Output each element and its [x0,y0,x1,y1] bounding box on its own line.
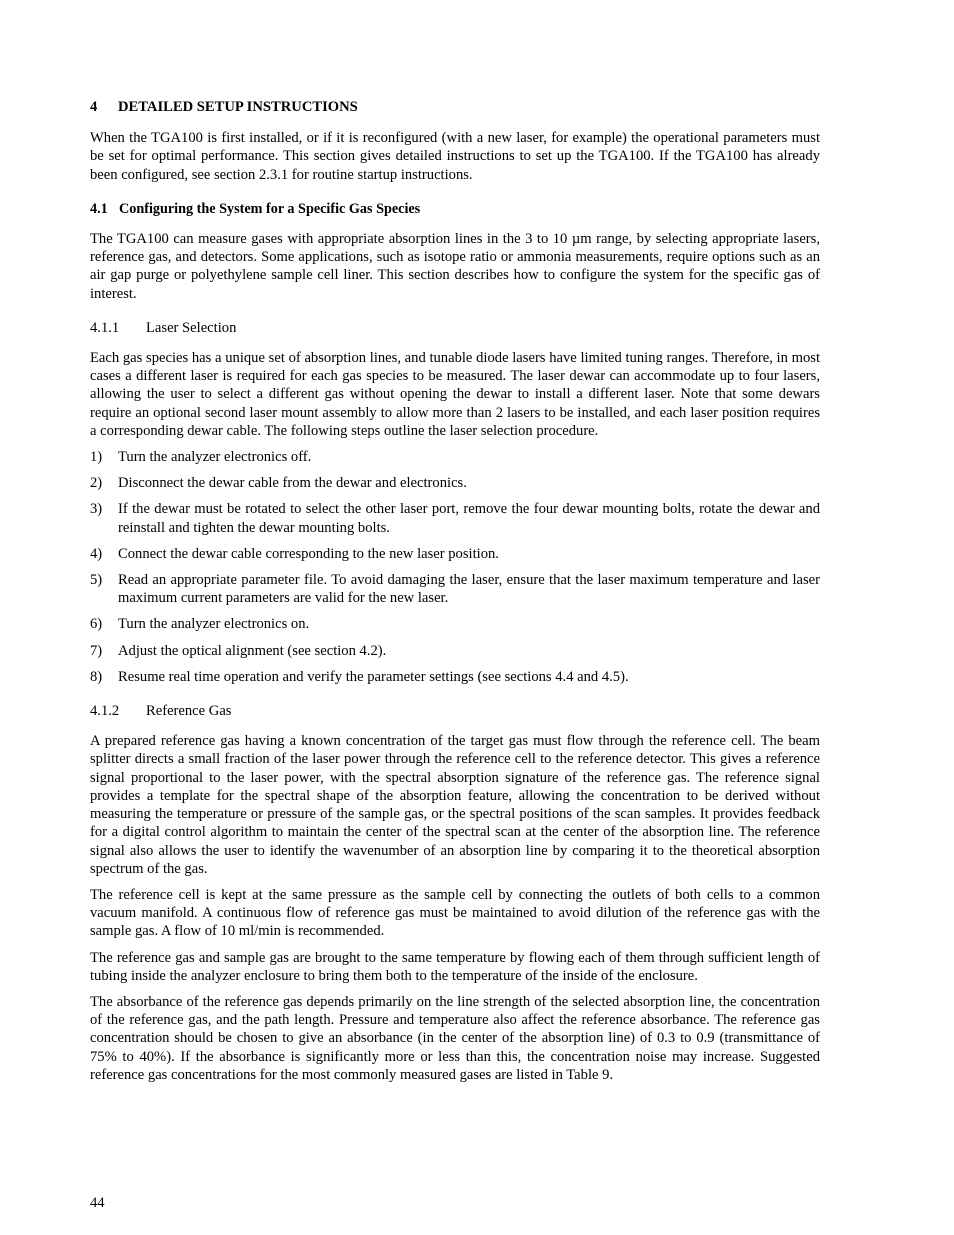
subsection-intro: The TGA100 can measure gases with appropriate absorption lines in the 3 to 10 µm range, by selecting appropriate lasers, reference gas, and detectors. Some applications, such as isotope ratio or ammonia measurements, require options such as an air gap purge or polyethylene sample cell liner. This section describes how to configure the system for the specific gas of interest. [90,231,820,302]
step-text: Turn the analyzer electronics off. [118,449,312,466]
subsection-heading [90,200,820,218]
document-page [90,98,820,1092]
step-number: 1) [90,449,103,466]
laser-selection-intro: Each gas species has a unique set of absorption lines, and tunable diode lasers have limited tuning ranges. Therefore, in most cases a different laser is required for each gas species to be measured. The laser dewar can accommodate up to four lasers, allowing the user to select a different gas without opening the dewar to install a different laser. Note that some dewars require an optional second laser mount assembly to allow more than 2 lasers to be installed, and each laser position requires a corresponding dewar cable. The following steps outline the laser selection procedure. [90,350,820,439]
list-item [90,642,820,660]
list-item [90,448,820,466]
reference-gas-heading [90,702,820,720]
laser-selection-title: Laser Selection [146,319,237,336]
step-text: Turn the analyzer electronics on. [118,616,310,633]
section-title: DETAILED SETUP INSTRUCTIONS [118,99,358,115]
subsection-number: 4.1 [90,200,108,217]
list-item [90,545,820,563]
step-number: 4) [90,545,103,562]
step-text: Disconnect the dewar cable from the dewar and electronics. [118,475,467,492]
subsection-title: Configuring the System for a Specific Gas Species [119,200,421,217]
step-number: 8) [90,668,103,685]
step-number: 6) [90,616,103,633]
reference-gas-paragraph: The reference cell is kept at the same pressure as the sample cell by connecting the outlets of both cells to a common vacuum manifold. A continuous flow of reference gas must be maintained to avoid dilution of the reference gas with the sample gas. A flow of 10 ml/min is recommended. [90,886,820,940]
reference-gas-paragraph: The reference gas and sample gas are brought to the same temperature by flowing each of them through sufficient length of tubing inside the analyzer enclosure to bring them both to the temperature of the inside of the enclosure. [90,949,820,984]
list-item [90,668,820,686]
step-number: 7) [90,642,103,659]
laser-selection-number: 4.1.1 [90,319,120,336]
step-text: If the dewar must be rotated to select the other laser port, remove the four dewar mounting bolts, rotate the dewar and reinstall and tighten the dewar mounting bolts. [118,501,820,536]
step-number: 5) [90,572,103,589]
step-text: Adjust the optical alignment (see section 4.2). [118,642,387,659]
list-item [90,571,820,607]
list-item [90,474,820,492]
section-heading [90,98,820,116]
step-text: Connect the dewar cable corresponding to the new laser position. [118,545,499,562]
reference-gas-paragraph: The absorbance of the reference gas depends primarily on the line strength of the selected absorption line, the concentration of the reference gas, and the path length. Pressure and temperature also affect the reference absorbance. The reference gas concentration should be chosen to give an absorbance (in the center of the absorption line) of 0.3 to 0.9 (transmittance of 75% to 40%). If the absorbance is significantly more or less than this, the concentration noise may increase. Suggested reference gas concentrations for the most commonly measured gases are listed in Table 9. [90,993,820,1083]
reference-gas-number: 4.1.2 [90,703,120,720]
list-item [90,500,820,536]
step-number: 3) [90,501,103,518]
section-intro: When the TGA100 is first installed, or if it is reconfigured (with a new laser, for example) the operational parameters must be set for optimal performance. This section gives detailed instructions to set up the TGA100. If the TGA100 has already been configured, see section 2.3.1 for routine startup instructions. [90,130,820,183]
reference-gas-title: Reference Gas [146,703,232,720]
step-text: Resume real time operation and verify the parameter settings (see sections 4.4 and 4.5). [118,668,629,685]
step-text: Read an appropriate parameter file. To avoid damaging the laser, ensure that the laser maximum temperature and laser maximum current parameters are valid for the new laser. [118,572,820,607]
step-number: 2) [90,475,103,492]
reference-gas-paragraph: A prepared reference gas having a known concentration of the target gas must flow through the reference cell. The beam splitter directs a small fraction of the laser power through the reference cell to the reference detector. This gives a reference signal proportional to the laser power, with the spectral absorption signature of the reference gas. The reference signal provides a template for the spectral shape of the absorption feature, allowing the concentration to be derived without measuring the temperature or pressure of the sample gas, or the spectral positions of the scan samples. It provides feedback for a digital control algorithm to maintain the center of the spectral scan at the center of the absorption line. The reference signal also allows the user to identify the wavenumber of an absorption line by comparing it to the theoretical absorption spectrum of the gas. [90,733,820,877]
laser-selection-steps [90,448,820,686]
page-number: 44 [90,1195,105,1211]
laser-selection-heading [90,319,820,337]
list-item [90,615,820,633]
section-number: 4 [90,99,98,115]
